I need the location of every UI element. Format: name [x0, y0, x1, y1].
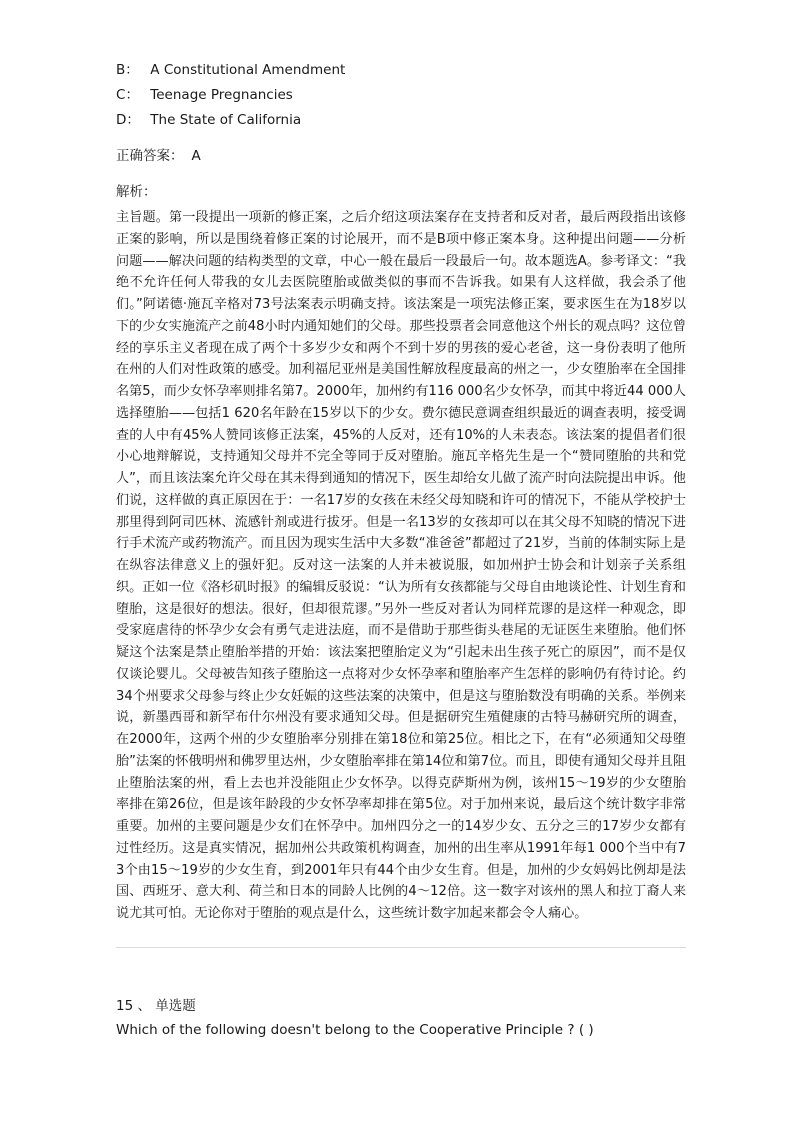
option-key: B: [116, 62, 126, 78]
option-text: A Constitutional Amendment: [150, 62, 346, 78]
question-type: 单选题: [155, 997, 196, 1014]
section-divider: [116, 947, 686, 948]
option-list: [116, 58, 686, 133]
document-page: [116, 58, 686, 1042]
option-text: The State of California: [150, 112, 302, 128]
question-header: 15 、 单选题: [116, 997, 196, 1014]
option-key: D: [116, 112, 127, 128]
answer-value: A: [191, 148, 201, 164]
option-key: C: [116, 87, 126, 103]
question-text: Which of the following doesn't belong to the Cooperative Principle ? ( ): [116, 1021, 594, 1038]
analysis-label: 解析：: [116, 184, 157, 200]
option-c[interactable]: C： Teenage Pregnancies: [116, 87, 293, 103]
question-number: 15: [116, 997, 134, 1014]
option-text: Teenage Pregnancies: [150, 87, 293, 103]
correct-answer: [116, 144, 686, 169]
option-b[interactable]: B： A Constitutional Amendment: [116, 62, 346, 78]
answer-label: 正确答案：: [116, 148, 184, 164]
analysis-text: 主旨题。第一段提出一项新的修正案，之后介绍这项法案存在支持者和反对者，最后两段指出该修正案的影响，所以是围绕着修正案的讨论展开，而不是B项中修正案本身。这种提出问题——分析问题——解决问题的结构类型的文章，中心一般在最后一段最后一句。故本题选A。参考译文：“我绝不允许任何人带我的女儿去医院堕胎或做类似的事而不告诉我。如果有人这样做，我会杀了他们。”阿诺德·施瓦辛格对73号法案表示明确支持。该法案是一项宪法修正案，要求医生在为18岁以下的少女实施流产之前48小时内通知她们的父母。那些投票者会同意他这个州长的观点吗？这位曾经的享乐主义者现在成了两个十多岁少女和两个不到十岁的男孩的爱心老爸，这一身份表明了他所在州的人们对性政策的感受。加利福尼亚州是美国性解放程度最高的州之一，少女堕胎率在全国排名第5，而少女怀孕率则排名第7。2000年，加州约有116 000名少女怀孕，而其中将近44 000人选择堕胎——包括1 620名年龄在15岁以下的少女。费尔德民意调查组织最近的调查表明，接受调查的人中有45%人赞同该修正法案，45%的人反对，还有10%的人未表态。该法案的提倡者们很小心地辩解说，支持通知父母并不完全等同于反对堕胎。施瓦辛格先生是一个“赞同堕胎的共和党人”，而且该法案允许父母在其未得到通知的情况下，医生却给女儿做了流产时向法院提出申诉。他们说，这样做的真正原因在于：一名17岁的女孩在未经父母知晓和许可的情况下，不能从学校护士那里得到阿司匹林、流感针剂或进行拔牙。但是一名13岁的女孩却可以在其父母不知晓的情况下进行手术流产或药物流产。而且因为现实生活中大多数“准爸爸”都超过了21岁，当前的体制实际上是在纵容法律意义上的强奸犯。反对这一法案的人并未被说服，如加州护士协会和计划亲子关系组织。正如一位《洛杉矶时报》的编辑反驳说：“认为所有女孩都能与父母自由地谈论性、计划生育和堕胎，这是很好的想法。很好，但却很荒谬。”另外一些反对者认为同样荒谬的是这样一种观念，即受家庭虐待的怀孕少女会有勇气走进法庭，而不是借助于那些街头巷尾的无证医生来堕胎。他们怀疑这个法案是禁止堕胎举措的开始：该法案把堕胎定义为“引起未出生孩子死亡的原因”，而不是仅仅谈论婴儿。父母被告知孩子堕胎这一点将对少女怀孕率和堕胎率产生怎样的影响仍有待讨论。约34个州要求父母参与终止少女妊娠的这些法案的决策中，但是这与堕胎数没有明确的关系。举例来说，新墨西哥和新罕布什尔州没有要求通知父母。但是据研究生殖健康的古特马赫研究所的调查，在2000年，这两个州的少女堕胎率分别排在第18位和第25位。相比之下，在有“必须通知父母堕胎”法案的怀俄明州和佛罗里达州，少女堕胎率排在第14位和第7位。而且，即使有通知父母并且阻止堕胎法案的州，看上去也并没能阻止少女怀孕。以得克萨斯州为例，该州15～19岁的少女堕胎率排在第26位，但是该年龄段的少女怀孕率却排在第5位。对于加州来说，最后这个统计数字非常重要。加州的主要问题是少女们在怀孕中。加州四分之一的14岁少女、五分之三的17岁少女都有过性经历。这是真实情况，据加州公共政策机构调查，加州的出生率从1991年每1 000个当中有73个由15～19岁的少女生育，到2001年只有44个由少女生育。但是，加州的少女妈妈比例却是法国、西班牙、意大利、荷兰和日本的同龄人比例的4～12倍。这一数字对该州的黑人和拉丁裔人来说尤其可怕。无论你对于堕胎的观点是什么，这些统计数字加起来都会令人痛心。: [116, 210, 686, 921]
option-d[interactable]: D： The State of California: [116, 112, 302, 128]
